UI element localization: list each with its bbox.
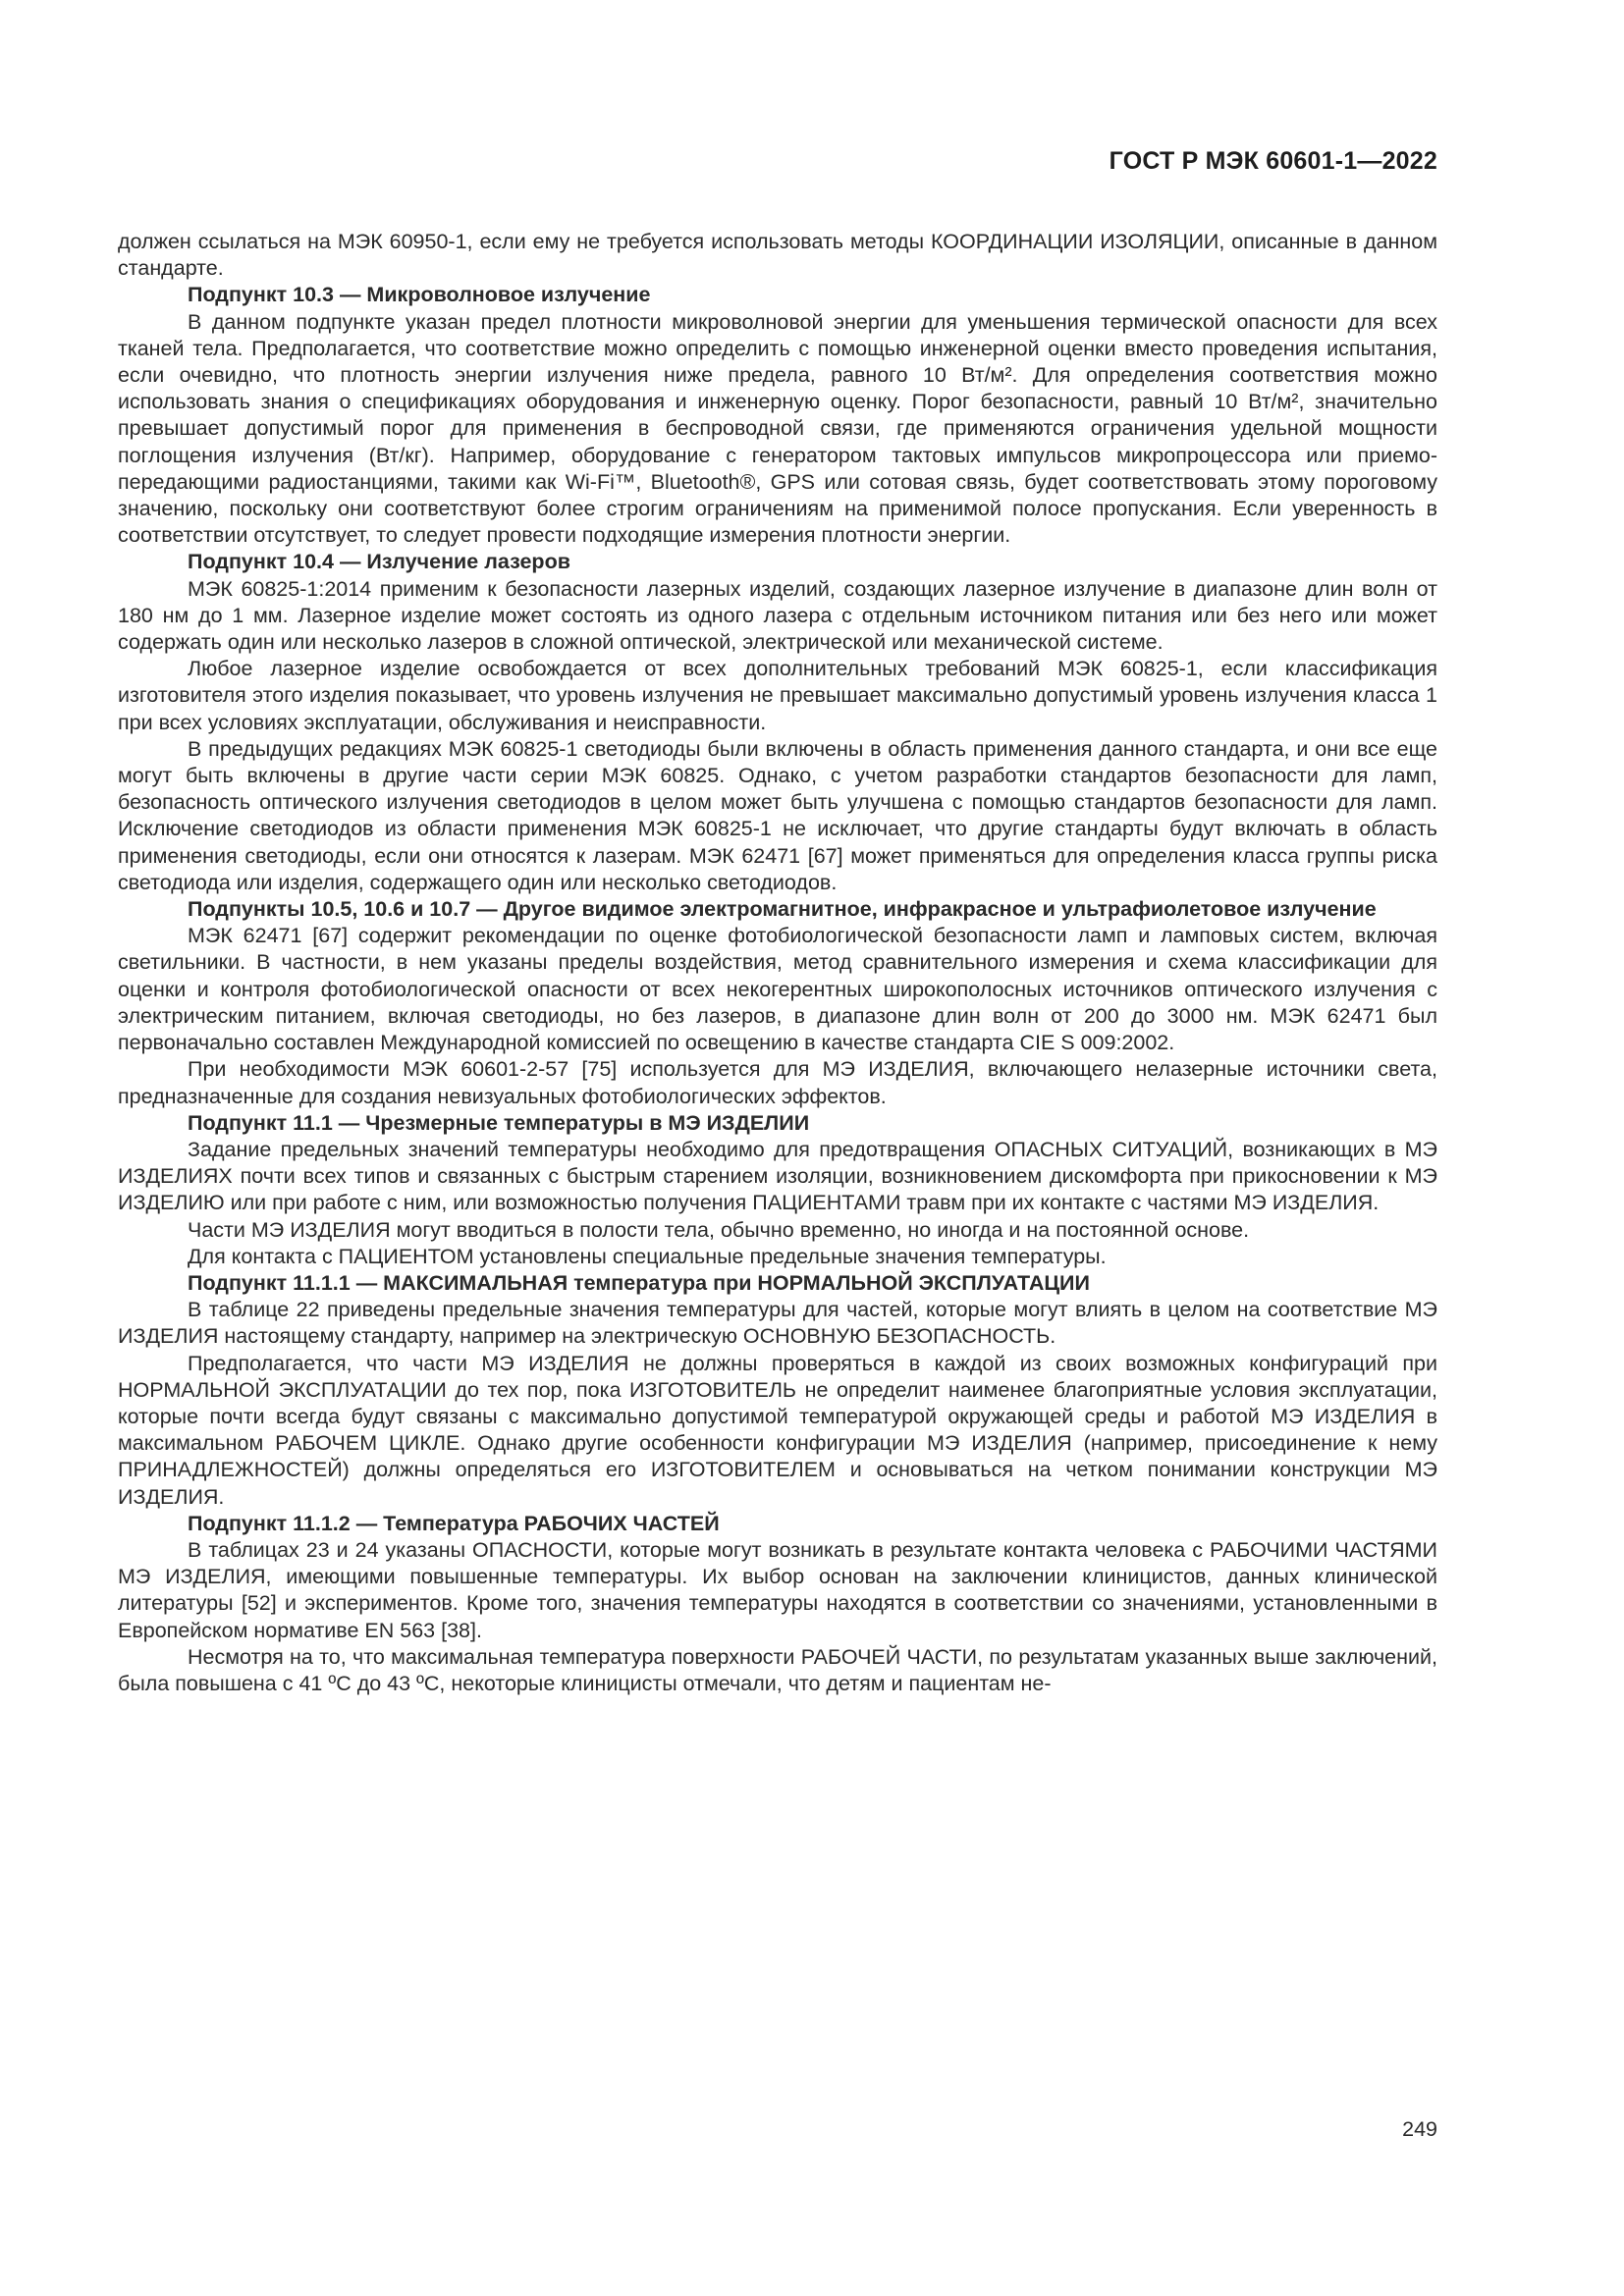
page-number: 249 <box>1402 2117 1437 2141</box>
paragraph: В таблице 22 приведены предельные значения температуры для частей, которые могут влиять в целом на соответствие МЭ ИЗДЕЛИЯ настоящему стандарту, например на электрическую ОСНОВНУЮ БЕЗОПАСНОСТЬ. <box>118 1298 1437 1349</box>
paragraph: Части МЭ ИЗДЕЛИЯ могут вводиться в полости тела, обычно временно, но иногда и на постоянной основе. <box>188 1217 1250 1242</box>
section-heading: Подпункты 10.5, 10.6 и 10.7 — Другое видимое электромагнитное, инфракрасное и ультрафиолетовое излучение <box>188 897 1377 922</box>
paragraph: Любое лазерное изделие освобождается от всех дополнительных требований МЭК 60825-1, если классификация изготовителя этого изделия показывает, что уровень излучения не превышает максимально допустимый уровень излучения класса 1 при всех условиях эксплуатации, обслуживания и неисправности. <box>118 657 1437 734</box>
section-heading: Подпункт 11.1 — Чрезмерные температуры в МЭ ИЗДЕЛИИ <box>188 1110 810 1135</box>
paragraph: В таблицах 23 и 24 указаны ОПАСНОСТИ, которые могут возникать в результате контакта человека с РАБОЧИМИ ЧАСТЯМИ МЭ ИЗДЕЛИЯ, имеющими повышенные температуры. Их выбор основан на заключении клиницистов, данных клинической литературы [52] и экспериментов. Кроме того, значения температуры находятся в соответствии со значениями, установленными в Европейском нормативе EN 563 [38]. <box>118 1537 1437 1642</box>
paragraph: Задание предельных значений температуры необходимо для предотвращения ОПАСНЫХ СИТУАЦИЙ, возникающих в МЭ ИЗДЕЛИЯХ почти всех типов и связанных с быстрым старением изоляции, возникновением дискомфорта при прикосновении к МЭ ИЗДЕЛИЮ или при работе с ним, или возможностью получения ПАЦИЕНТАМИ травм при их контакте с частями МЭ ИЗДЕЛИЯ. <box>118 1137 1437 1215</box>
section-heading: Подпункт 11.1.2 — Температура РАБОЧИХ ЧАСТЕЙ <box>188 1511 720 1535</box>
section-heading: Подпункт 10.4 — Излучение лазеров <box>188 550 570 574</box>
document-header: ГОСТ Р МЭК 60601-1—2022 <box>1109 147 1437 175</box>
paragraph: Несмотря на то, что максимальная температура поверхности РАБОЧЕЙ ЧАСТИ, по результатам указанных выше заключений, была повышена с 41 ºC до 43 ºC, некоторые клиницисты отмечали, что детям и пациентам не- <box>118 1644 1437 1695</box>
document-body <box>118 229 1437 1697</box>
paragraph: Предполагается, что части МЭ ИЗДЕЛИЯ не должны проверяться в каждой из своих возможных конфигураций при НОРМАЛЬНОЙ ЭКСПЛУАТАЦИИ до тех пор, пока ИЗГОТОВИТЕЛЬ не определит наименее благоприятные условия эксплуатации, которые почти всегда будут связаны с максимально допустимой температурой окружающей среды и работой МЭ ИЗДЕЛИЯ в максимальном РАБОЧЕМ ЦИКЛЕ. Однако другие особенности конфигурации МЭ ИЗДЕЛИЯ (например, присоединение к нему ПРИНАДЛЕЖНОСТЕЙ) должны определяться его ИЗГОТОВИТЕЛЕМ и основываться на четком понимании конструкции МЭ ИЗДЕЛИЯ. <box>118 1351 1437 1509</box>
section-heading: Подпункт 10.3 — Микроволновое излучение <box>188 283 651 307</box>
paragraph: В предыдущих редакциях МЭК 60825-1 светодиоды были включены в область применения данного стандарта, и они все еще могут быть включены в другие части серии МЭК 60825. Однако, с учетом разработки стандартов безопасности для ламп, безопасность оптического излучения светодиодов в целом может быть улучшена с помощью стандартов безопасности для ламп. Исключение светодиодов из области применения МЭК 60825-1 не исключает, что другие стандарты будут включать в область применения светодиоды, если они относятся к лазерам. МЭК 62471 [67] может применяться для определения класса группы риска светодиода или изделия, содержащего один или несколько светодиодов. <box>118 736 1437 894</box>
section-heading: Подпункт 11.1.1 — МАКСИМАЛЬНАЯ температура при НОРМАЛЬНОЙ ЭКСПЛУАТАЦИИ <box>188 1270 1090 1295</box>
paragraph: При необходимости МЭК 60601-2-57 [75] используется для МЭ ИЗДЕЛИЯ, включающего нелазерные источники света, предназначенные для создания невизуальных фотобиологических эффектов. <box>118 1057 1437 1108</box>
paragraph: МЭК 60825-1:2014 применим к безопасности лазерных изделий, создающих лазерное излучение в диапазоне длин волн от 180 нм до 1 мм. Лазерное изделие может состоять из одного лазера с отдельным источником питания или без него или может содержать один или несколько лазеров в сложной оптической, электрической или механической системе. <box>118 576 1437 655</box>
paragraph: Для контакта с ПАЦИЕНТОМ установлены специальные предельные значения температуры. <box>188 1244 1107 1268</box>
paragraph: В данном подпункте указан предел плотности микроволновой энергии для уменьшения термической опасности для всех тканей тела. Предполагается, что соответствие можно определить с помощью инженерной оценки вместо проведения испытания, если очевидно, что плотность энергии излучения ниже предела, равного 10 Вт/м². Для определения соответствия можно использовать знания о спецификациях оборудования и инженерную оценку. Порог безопасности, равный 10 Вт/м², значительно превышает допустимый порог для применения в беспроводной связи, где применяются ограничения удельной мощности поглощения излучения (Вт/кг). Например, оборудование с генератором тактовых импульсов микропроцессора или приемо-передающими радиостанциями, такими как Wi-Fi™, Bluetooth®, GPS или сотовая связь, будет соответствовать этому пороговому значению, поскольку они соответствуют более строгим ограничениям на применимой полосе пропускания. Если уверенность в соответствии отсутствует, то следует провести подходящие измерения плотности энергии. <box>118 309 1437 548</box>
paragraph: должен ссылаться на МЭК 60950-1, если ему не требуется использовать методы КООРДИНАЦИИ ИЗОЛЯЦИИ, описанные в данном стандарте. <box>118 230 1437 281</box>
paragraph: МЭК 62471 [67] содержит рекомендации по оценке фотобиологической безопасности ламп и ламповых систем, включая светильники. В частности, в нем указаны пределы воздействия, метод сравнительного измерения и схема классификации для оценки и контроля фотобиологической опасности от всех некогерентных широкополосных источников оптического излучения с электрическим питанием, включая светодиоды, но без лазеров, в диапазоне длин волн от 200 до 3000 нм. МЭК 62471 был первоначально составлен Международной комиссией по освещению в качестве стандарта CIE S 009:2002. <box>118 924 1437 1055</box>
